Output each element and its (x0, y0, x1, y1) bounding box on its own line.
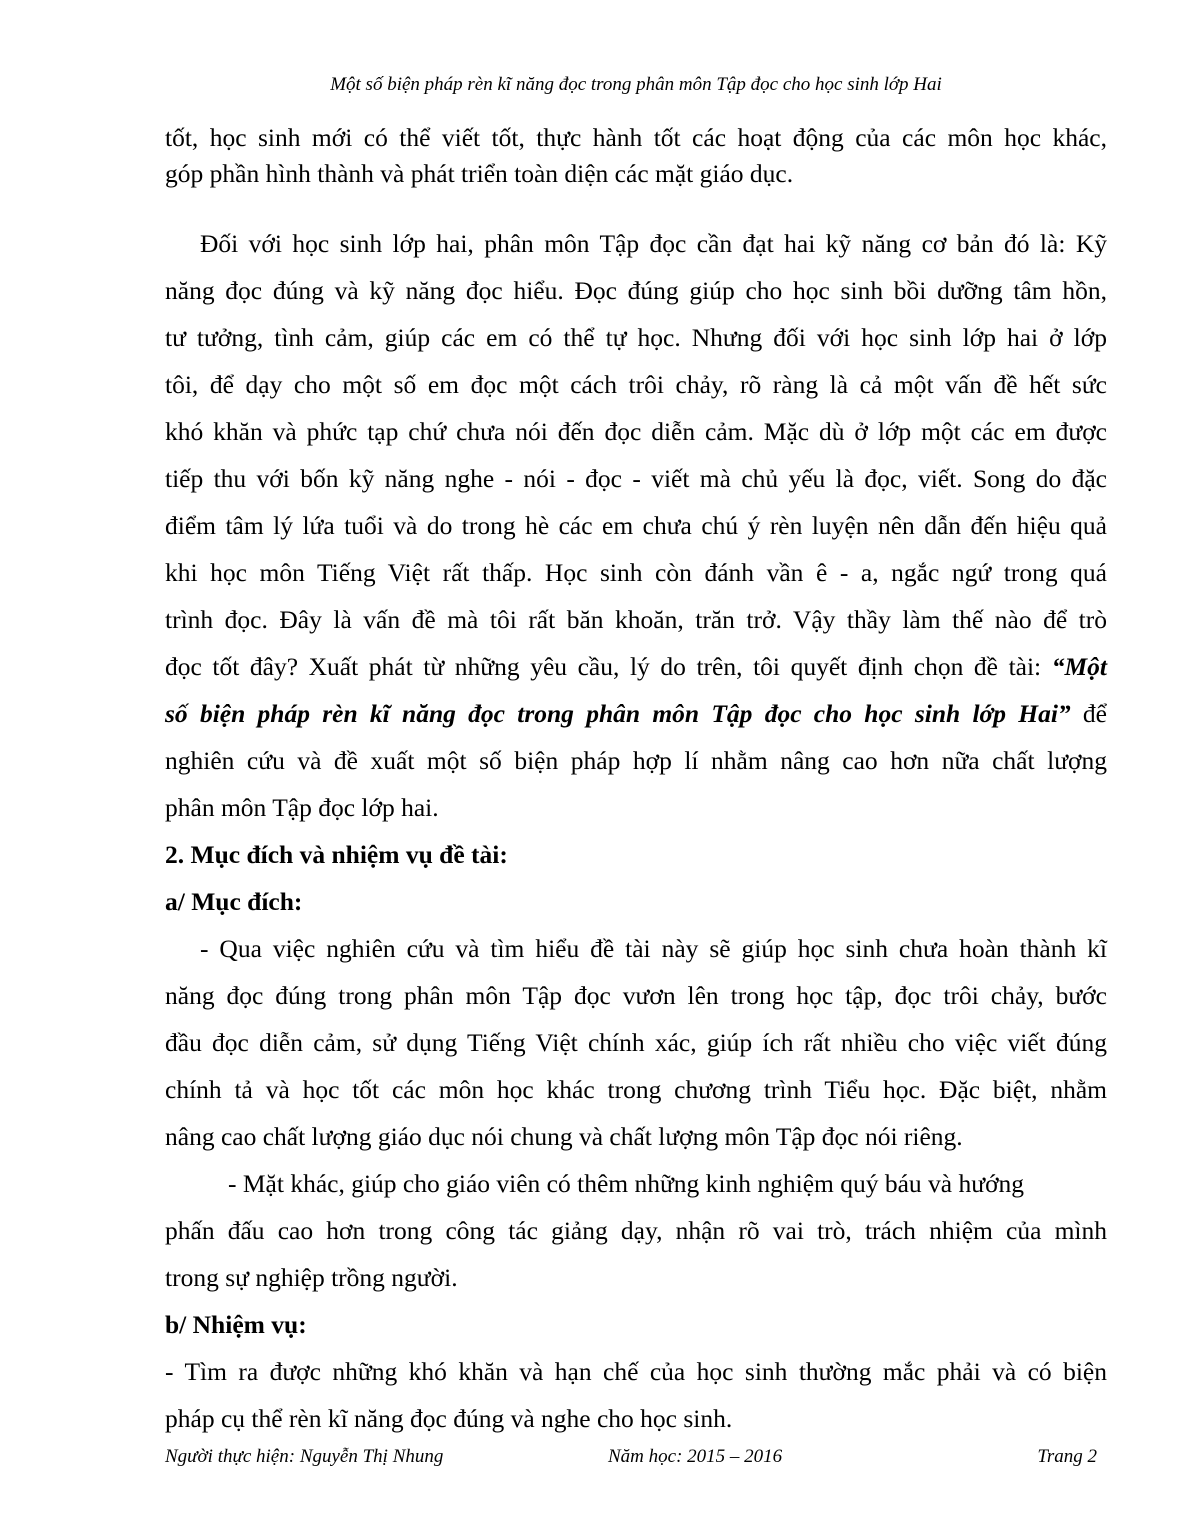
body-line: khi học môn Tiếng Việt rất thấp. Học sinh còn đánh vần ê - a, ngắc ngứ trong quá (165, 558, 1107, 587)
body-line: trong sự nghiệp trồng người. (165, 1263, 458, 1292)
body-line: - Tìm ra được những khó khăn và hạn chế của học sinh thường mắc phải và có biện (165, 1357, 1107, 1386)
topic-title-emphasis: “Một (1051, 652, 1107, 681)
subsection-heading: a/ Mục đích: (165, 887, 303, 916)
body-line: góp phần hình thành và phát triển toàn diện các mặt giáo dục. (165, 159, 794, 188)
body-line: năng đọc đúng trong phân môn Tập đọc vươn lên trong học tập, đọc trôi chảy, bước (165, 981, 1107, 1010)
body-line: đầu đọc diễn cảm, sử dụng Tiếng Việt chính xác, giúp ích rất nhiều cho việc viết đúng (165, 1028, 1107, 1057)
subsection-heading: b/ Nhiệm vụ: (165, 1310, 307, 1339)
body-line (165, 643, 1107, 690)
section-heading: 2. Mục đích và nhiệm vụ đề tài: (165, 840, 508, 869)
topic-title-emphasis: số biện pháp rèn kĩ năng đọc trong phân môn Tập đọc cho học sinh lớp Hai” (165, 699, 1071, 728)
body-line: tốt, học sinh mới có thể viết tốt, thực hành tốt các hoạt động của các môn học khác, (165, 123, 1107, 152)
body-line: chính tả và học tốt các môn học khác trong chương trình Tiểu học. Đặc biệt, nhằm (165, 1075, 1107, 1104)
footer-page-number: Trang 2 (1037, 1446, 1097, 1467)
body-line: nâng cao chất lượng giáo dục nói chung và chất lượng môn Tập đọc nói riêng. (165, 1122, 963, 1151)
body-line: năng đọc đúng và kỹ năng đọc hiểu. Đọc đúng giúp cho học sinh bồi dưỡng tâm hồn, (165, 276, 1107, 305)
body-line: Đối với học sinh lớp hai, phân môn Tập đọc cần đạt hai kỹ năng cơ bản đó là: Kỹ (200, 229, 1107, 258)
body-line: pháp cụ thể rèn kĩ năng đọc đúng và nghe cho học sinh. (165, 1404, 733, 1433)
body-line: phấn đấu cao hơn trong công tác giảng dạy, nhận rõ vai trò, trách nhiệm của mình (165, 1216, 1107, 1245)
body-line: - Mặt khác, giúp cho giáo viên có thêm những kinh nghiệm quý báu và hướng (228, 1169, 1025, 1198)
body-text: để (1070, 699, 1107, 728)
body-line: phân môn Tập đọc lớp hai. (165, 793, 439, 822)
footer-author: Người thực hiện: Nguyễn Thị Nhung (165, 1446, 444, 1467)
footer-school-year: Năm học: 2015 – 2016 (608, 1446, 783, 1467)
body-line: tư tưởng, tình cảm, giúp các em có thể tự học. Nhưng đối với học sinh lớp hai ở lớp (165, 323, 1107, 352)
body-line: - Qua việc nghiên cứu và tìm hiểu đề tài này sẽ giúp học sinh chưa hoàn thành kĩ (200, 934, 1107, 963)
body-line: trình đọc. Đây là vấn đề mà tôi rất băn khoăn, trăn trở. Vậy thầy làm thế nào để trò (165, 605, 1107, 634)
body-line: tiếp thu với bốn kỹ năng nghe - nói - đọc - viết mà chủ yếu là đọc, viết. Song do đặc (165, 464, 1107, 493)
running-header: Một số biện pháp rèn kĩ năng đọc trong phân môn Tập đọc cho học sinh lớp Hai (330, 74, 942, 95)
body-line (165, 690, 1107, 737)
body-line: khó khăn và phức tạp chứ chưa nói đến đọc diễn cảm. Mặc dù ở lớp một các em được (165, 417, 1107, 446)
body-line: tôi, để dạy cho một số em đọc một cách trôi chảy, rõ ràng là cả một vấn đề hết sức (165, 370, 1107, 399)
body-text: đọc tốt đây? Xuất phát từ những yêu cầu, lý do trên, tôi quyết định chọn đề tài: (165, 652, 1052, 681)
body-line: điểm tâm lý lứa tuổi và do trong hè các em chưa chú ý rèn luyện nên dẫn đến hiệu quả (165, 511, 1107, 540)
body-line: nghiên cứu và đề xuất một số biện pháp hợp lí nhằm nâng cao hơn nữa chất lượng (165, 746, 1107, 775)
